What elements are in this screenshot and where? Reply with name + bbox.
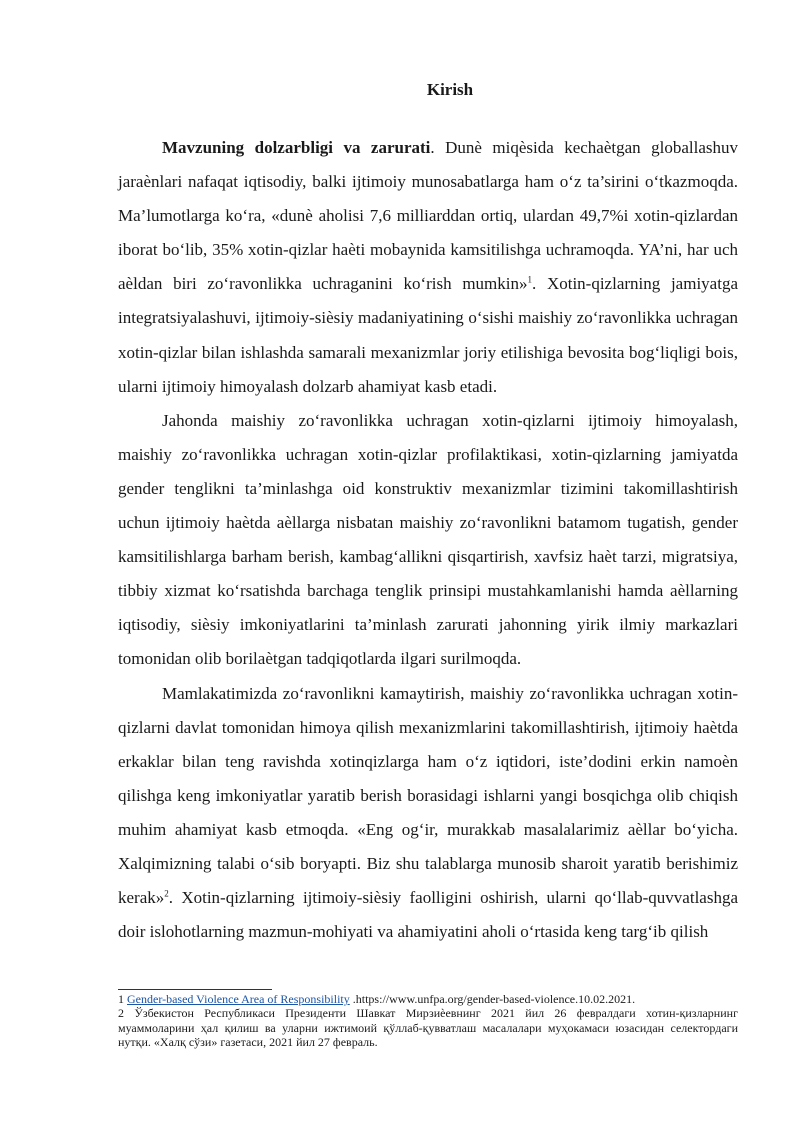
lead-phrase: Mavzuning dolzarbligi va zarurati	[162, 138, 431, 157]
footnote-1-link[interactable]: Gender-based Violence Area of Responsibility	[127, 992, 350, 1006]
footnote-separator	[118, 989, 272, 990]
footnote-2-text: Ўзбекистон Республикаси Президенти Шавкат Мирзиѐевнинг 2021 йил 26 февралдаги хотин-қизларнинг муаммоларини ҳал қилиш ва уларни ижтимоий қўллаб-қувватлаш масалалари муҳокамаси юзасидан селектордаги нутқи. «Халқ сўзи» газетаси, 2021 йил 27 февраль.	[118, 1006, 738, 1050]
body-text	[118, 131, 738, 949]
footnote-2	[118, 1006, 738, 1049]
footnote-1	[118, 992, 738, 1006]
footnote-ref-2[interactable]: 2	[164, 888, 169, 899]
paragraph-1	[118, 131, 738, 404]
footnote-1-number: 1	[118, 992, 124, 1006]
footnotes	[118, 992, 738, 1050]
footnote-2-number: 2	[118, 1006, 124, 1021]
paragraph-1-text-a: . Dunè miqèsida kechaètgan globallashuv jaraènlari nafaqat iqtisodiy, balki ijtimoiy munosabatlarga ham o‘z ta’sirini o‘tkazmoqda. Ma’lumotlarga ko‘ra, «dunè aholisi 7,6 milliarddan ortiq, ulardan 49,7%i xotin-qizlardan iborat bo‘lib, 35% xotin-qizlar haèti mobaynida kamsitilishga uchramoqda. YA’ni, har uch aèldan biri zo‘ravonlikka uchraganini ko‘rish mumkin»	[118, 138, 738, 294]
footnote-1-url: .https://www.unfpa.org/gender-based-violence.10.02.2021.	[349, 992, 636, 1006]
section-heading: Kirish	[426, 80, 474, 99]
paragraph-3-text-a: Mamlakatimizda zo‘ravonlikni kamaytirish, maishiy zo‘ravonlikka uchragan xotin-qizlarni davlat tomonidan himoya qilish mexanizmlarini takomillashtirish, ijtimoiy haètda erkaklar bilan teng ravishda xotinqizlarga ham o‘z iqtidori, iste’dodini erkin namoèn qilishga keng imkoniyatlar yaratib berish borasidagi ishlarni yangi bosqichga olib chiqish muhim ahamiyat kasb etmoqda. «Eng og‘ir, murakkab masalalarimiz aèllar bo‘yicha. Xalqimizning talabi o‘sib boryapti. Biz shu talablarga munosib sharoit yaratib berishimiz kerak»	[118, 683, 738, 908]
paragraph-3-text-b: . Xotin-qizlarning ijtimoiy-sièsiy faolligini oshirish, ularni qo‘llab-quvvatlashga doir islohotlarning mazmun-mohiyati va ahamiyatini aholi o‘rtasida keng targ‘ib qilish	[118, 888, 738, 942]
footnote-ref-1[interactable]: 1	[527, 274, 532, 285]
paragraph-1-text-b: . Xotin-qizlarning jamiyatga integratsiyalashuvi, ijtimoiy-sièsiy madaniyatining o‘sishi maishiy zo‘ravonlikka uchragan xotin-qizlar bilan ishlashda samarali mexanizmlar joriy etilishiga bevosita bog‘liqligi bois, ularni ijtimoiy himoyalash dolzarb ahamiyat kasb etadi.	[118, 274, 738, 396]
paragraph-3	[118, 677, 738, 950]
paragraph-2: Jahonda maishiy zo‘ravonlikka uchragan xotin-qizlarni ijtimoiy himoyalash, maishiy zo‘ravonlikka uchragan xotin-qizlar profilaktikasi, xotin-qizlarning jamiyatda gender tenglikni ta’minlashga oid konstruktiv mexanizmlar tizimini takomillashtirish uchun ijtimoiy haètda aèllarga nisbatan maishiy zo‘ravonlikni batamom tugatish, gender kamsitilishlarga barham berish, kambag‘allikni qisqartirish, xavfsiz haèt tarzi, migratsiya, tibbiy xizmat ko‘rsatishda barchaga tenglik prinsipi mustahkamlanishi hamda aèllarning iqtisodiy, sièsiy imkoniyatlarini ta’minlash zarurati jahonning yirik ilmiy markazlari tomonidan olib borilaètgan tadqiqotlarda ilgari surilmoqda.	[118, 410, 738, 669]
